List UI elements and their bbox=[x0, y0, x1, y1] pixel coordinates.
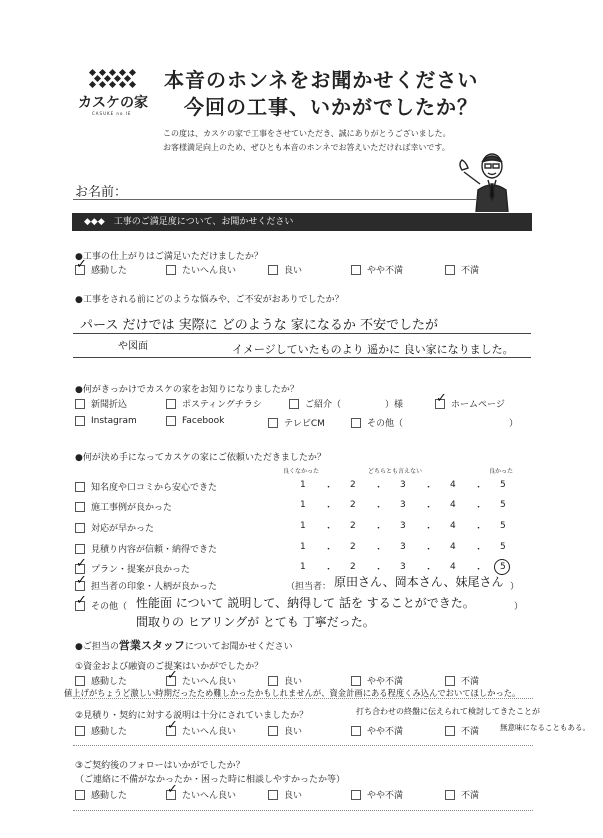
checkbox[interactable] bbox=[75, 482, 85, 492]
q1-option-yaya-fuman[interactable]: やや不満 bbox=[351, 263, 403, 276]
sales-q3: ③ご契約後のフォローはいかがでしたか？ bbox=[75, 761, 245, 771]
scale-label-good: 良かった bbox=[489, 468, 514, 475]
checkbox-checked[interactable] bbox=[166, 676, 176, 686]
q2-answer-line2: イメージしていたものより 遥かに 良い家になりました。 bbox=[232, 343, 514, 356]
sales-q2-option-fuman[interactable]: 不満 bbox=[445, 724, 479, 737]
checkbox[interactable] bbox=[75, 502, 85, 512]
q3-question: ●何がきっかけでカスケの家をお知りになりましたか？ bbox=[75, 385, 299, 395]
sales-q2-option-yoi[interactable]: 良い bbox=[268, 724, 302, 737]
rating-4[interactable]: 4 bbox=[450, 500, 456, 510]
sales-heading: ●ご担当の営業スタッフについてお聞かせください bbox=[75, 639, 293, 652]
q1-option-taihen-yoi[interactable]: たいへん良い bbox=[166, 263, 236, 276]
intro-line2: お客様満足向上のため、ぜひとも本音のホンネでお答えいただければ幸いです。 bbox=[163, 143, 450, 152]
checkbox[interactable] bbox=[268, 418, 278, 428]
q3-referral-suffix: ）様 bbox=[385, 400, 404, 410]
rating-3[interactable]: 3 bbox=[400, 521, 406, 531]
rating-separator: ・ bbox=[424, 545, 434, 555]
rating-separator: ・ bbox=[474, 545, 484, 555]
logo-subtitle: CASUKE no IE bbox=[92, 111, 132, 116]
mascot-illustration-icon bbox=[452, 150, 532, 212]
q3-option-homepage[interactable]: ✓ ホームページ bbox=[435, 397, 505, 410]
answer-line bbox=[73, 810, 533, 811]
rating-separator: ・ bbox=[424, 503, 434, 513]
name-label: お名前： bbox=[75, 185, 128, 200]
sales-q1-option-yoi[interactable]: 良い bbox=[268, 674, 302, 687]
sales-q2-option-yaya-fuman[interactable]: やや不満 bbox=[351, 724, 403, 737]
page-title-line1: 本音のホンネをお聞かせください bbox=[164, 68, 479, 92]
checkbox[interactable] bbox=[166, 265, 176, 275]
logo-mark-icon bbox=[88, 68, 136, 90]
checkbox-checked[interactable] bbox=[75, 601, 85, 611]
checkbox[interactable] bbox=[75, 523, 85, 533]
rating-separator: ・ bbox=[474, 565, 484, 575]
q3-option-newspaper[interactable]: 新聞折込 bbox=[75, 397, 127, 410]
rating-separator: ・ bbox=[474, 483, 484, 493]
q3-option-posting[interactable]: ポスティングチラシ bbox=[166, 397, 262, 410]
rating-separator: ・ bbox=[474, 524, 484, 534]
q4-item-4[interactable]: 見積り内容が信頼・納得できた bbox=[75, 542, 217, 555]
q1-option-yoi[interactable]: 良い bbox=[268, 263, 302, 276]
staff-suffix: ） bbox=[510, 582, 520, 592]
sales-q1-option-yaya-fuman[interactable]: やや不満 bbox=[351, 674, 403, 687]
q4-item-3[interactable]: 対応が早かった bbox=[75, 521, 154, 534]
rating-4[interactable]: 4 bbox=[450, 480, 456, 490]
q4-question: ●何が決め手になってカスケの家にご依頼いただきましたか？ bbox=[75, 453, 326, 463]
checkbox-checked[interactable] bbox=[75, 581, 85, 591]
staff-prefix: （担当者： bbox=[286, 582, 332, 592]
rating-1[interactable]: 1 bbox=[300, 500, 306, 510]
sales-q3-option-yaya-fuman[interactable]: やや不満 bbox=[351, 788, 403, 801]
sales-q2: ②見積り・契約に対する説明は十分にされていましたか？ bbox=[75, 711, 309, 721]
q4-item-2[interactable]: 施工事例が良かった bbox=[75, 500, 172, 513]
other-suffix: ） bbox=[514, 602, 524, 612]
checkbox[interactable] bbox=[75, 399, 85, 409]
sales-q2-option-taihen-yoi[interactable]: ✓ たいへん良い bbox=[166, 724, 236, 737]
q3-other-suffix: ） bbox=[509, 419, 519, 429]
checkbox-checked[interactable] bbox=[166, 790, 176, 800]
other-line1: 性能面 について 説明して、納得して 話を することができた。 bbox=[136, 596, 475, 610]
name-field[interactable] bbox=[73, 199, 476, 200]
checkbox[interactable] bbox=[268, 676, 278, 686]
answer-line bbox=[73, 745, 533, 746]
rating-4[interactable]: 4 bbox=[450, 542, 456, 552]
checkbox[interactable] bbox=[289, 399, 299, 409]
rating-3[interactable]: 3 bbox=[400, 562, 406, 572]
rating-separator: ・ bbox=[374, 565, 384, 575]
sales-q1-option-fuman[interactable]: 不満 bbox=[445, 674, 479, 687]
staff-names: 原田さん、岡本さん、妹尾さん bbox=[334, 575, 504, 589]
q2-answer-line1: パース だけでは 実際に どのような 家になるか 不安でしたが bbox=[80, 318, 439, 333]
q3-option-instagram[interactable]: Instagram bbox=[75, 416, 137, 426]
intro-line1: この度は、カスケの家で工事をさせていただき、誠にありがとうございました。 bbox=[163, 129, 451, 138]
q2-answer-insert: や図面 bbox=[118, 341, 148, 352]
scale-label-neutral: どちらとも言えない bbox=[368, 468, 423, 475]
answer-line bbox=[73, 357, 531, 358]
checkbox-checked[interactable] bbox=[166, 726, 176, 736]
rating-1[interactable]: 1 bbox=[300, 480, 306, 490]
rating-5[interactable]: 5 bbox=[500, 500, 506, 510]
rating-separator: ・ bbox=[324, 565, 334, 575]
rating-1[interactable]: 1 bbox=[300, 521, 306, 531]
rating-5[interactable]: 5 bbox=[500, 562, 506, 572]
rating-separator: ・ bbox=[424, 524, 434, 534]
rating-4[interactable]: 4 bbox=[450, 562, 456, 572]
q4-option-staff[interactable]: ✓ 担当者の印象・人柄が良かった bbox=[75, 579, 217, 592]
rating-separator: ・ bbox=[374, 503, 384, 513]
sales-q1: ①資金および融資のご提案はいかがでしたか？ bbox=[75, 662, 264, 672]
q4-item-1[interactable]: 知名度や口コミから安心できた bbox=[75, 480, 217, 493]
sales-q2-option-kando[interactable]: 感動した bbox=[75, 724, 127, 737]
rating-separator: ・ bbox=[324, 524, 334, 534]
rating-separator: ・ bbox=[424, 565, 434, 575]
q1-question: ●工事の仕上がりはご満足いただけましたか？ bbox=[75, 252, 263, 262]
checkbox[interactable] bbox=[351, 790, 361, 800]
checkbox[interactable] bbox=[268, 265, 278, 275]
rating-2[interactable]: 2 bbox=[350, 500, 356, 510]
sales-q1-option-taihen-yoi[interactable]: ✓ たいへん良い bbox=[166, 674, 236, 687]
rating-2[interactable]: 2 bbox=[350, 480, 356, 490]
q1-option-kando[interactable]: ✓ 感動した bbox=[75, 263, 127, 276]
rating-1[interactable]: 1 bbox=[300, 542, 306, 552]
sales-q3-option-taihen-yoi[interactable]: ✓ たいへん良い bbox=[166, 788, 236, 801]
rating-separator: ・ bbox=[324, 545, 334, 555]
q3-option-facebook[interactable]: Facebook bbox=[166, 416, 224, 426]
rating-separator: ・ bbox=[424, 483, 434, 493]
other-line2: 間取りの ヒアリングが とても 丁寧だった。 bbox=[136, 615, 375, 629]
rating-1[interactable]: 1 bbox=[300, 562, 306, 572]
rating-separator: ・ bbox=[324, 503, 334, 513]
checkbox[interactable] bbox=[75, 544, 85, 554]
q3-option-other[interactable]: その他（ bbox=[351, 416, 403, 429]
rating-separator: ・ bbox=[324, 483, 334, 493]
q1-option-fuman[interactable]: 不満 bbox=[445, 263, 479, 276]
sales-q3-sub: （ご連絡に不備がなかったか・困った時に相談しやすかったか等） bbox=[75, 775, 346, 785]
checkbox[interactable] bbox=[351, 726, 361, 736]
q2-question: ●工事をされる前にどのような悩みや、ご不安がおありでしたか？ bbox=[75, 295, 344, 305]
checkbox[interactable] bbox=[445, 726, 455, 736]
answer-line bbox=[73, 333, 531, 334]
rating-3[interactable]: 3 bbox=[400, 542, 406, 552]
q3-option-referral[interactable]: ご紹介（ bbox=[289, 397, 341, 410]
checkbox[interactable] bbox=[75, 416, 85, 426]
checkbox[interactable] bbox=[445, 265, 455, 275]
checkbox-checked[interactable] bbox=[435, 399, 445, 409]
rating-5[interactable]: 5 bbox=[500, 480, 506, 490]
rating-2[interactable]: 2 bbox=[350, 521, 356, 531]
sales-q3-option-kando[interactable]: 感動した bbox=[75, 788, 127, 801]
q4-item-5[interactable]: ✓ プラン・提案が良かった bbox=[75, 562, 190, 575]
q3-option-tv-cm[interactable]: テレビCM bbox=[268, 416, 325, 429]
rating-2[interactable]: 2 bbox=[350, 562, 356, 572]
sales-q2-comment-b: 無意味になることもある。 bbox=[500, 723, 590, 732]
checkbox[interactable] bbox=[75, 726, 85, 736]
rating-separator: ・ bbox=[374, 545, 384, 555]
sales-q3-option-yoi[interactable]: 良い bbox=[268, 788, 302, 801]
checkbox[interactable] bbox=[166, 399, 176, 409]
logo-name: カスケの家 bbox=[78, 95, 148, 111]
checkbox[interactable] bbox=[268, 790, 278, 800]
checkbox[interactable] bbox=[268, 726, 278, 736]
page-title-line2: 今回の工事、いかがでしたか？ bbox=[184, 95, 478, 119]
checkbox[interactable] bbox=[166, 416, 176, 426]
rating-3[interactable]: 3 bbox=[400, 480, 406, 490]
rating-5[interactable]: 5 bbox=[500, 521, 506, 531]
rating-separator: ・ bbox=[374, 483, 384, 493]
q4-option-other[interactable]: ✓ その他（ bbox=[75, 599, 127, 612]
rating-3[interactable]: 3 bbox=[400, 500, 406, 510]
rating-separator: ・ bbox=[474, 503, 484, 513]
rating-4[interactable]: 4 bbox=[450, 521, 456, 531]
rating-2[interactable]: 2 bbox=[350, 542, 356, 552]
sales-q3-option-fuman[interactable]: 不満 bbox=[445, 788, 479, 801]
checkbox[interactable] bbox=[351, 418, 361, 428]
checkbox[interactable] bbox=[445, 790, 455, 800]
checkbox-checked[interactable] bbox=[75, 265, 85, 275]
sales-q1-option-kando[interactable]: 感動した bbox=[75, 674, 127, 687]
sales-q1-comment: 値上げがちょうど激しい時期だったため難しかったかもしれませんが、資金計画にある程度くみ込んでおいてほしかった。 bbox=[64, 688, 521, 698]
sales-q2-comment-a: 打ち合わせの終盤に伝えられて検討してきたことが bbox=[356, 707, 540, 716]
section-banner: ◆◆◆ 工事のご満足度について、お聞かせください bbox=[72, 213, 532, 231]
checkbox[interactable] bbox=[445, 676, 455, 686]
scale-label-bad: 良くなかった bbox=[283, 468, 320, 475]
rating-separator: ・ bbox=[374, 524, 384, 534]
checkbox[interactable] bbox=[351, 676, 361, 686]
checkbox[interactable] bbox=[351, 265, 361, 275]
checkbox[interactable] bbox=[75, 790, 85, 800]
checkbox[interactable] bbox=[75, 676, 85, 686]
rating-5[interactable]: 5 bbox=[500, 542, 506, 552]
